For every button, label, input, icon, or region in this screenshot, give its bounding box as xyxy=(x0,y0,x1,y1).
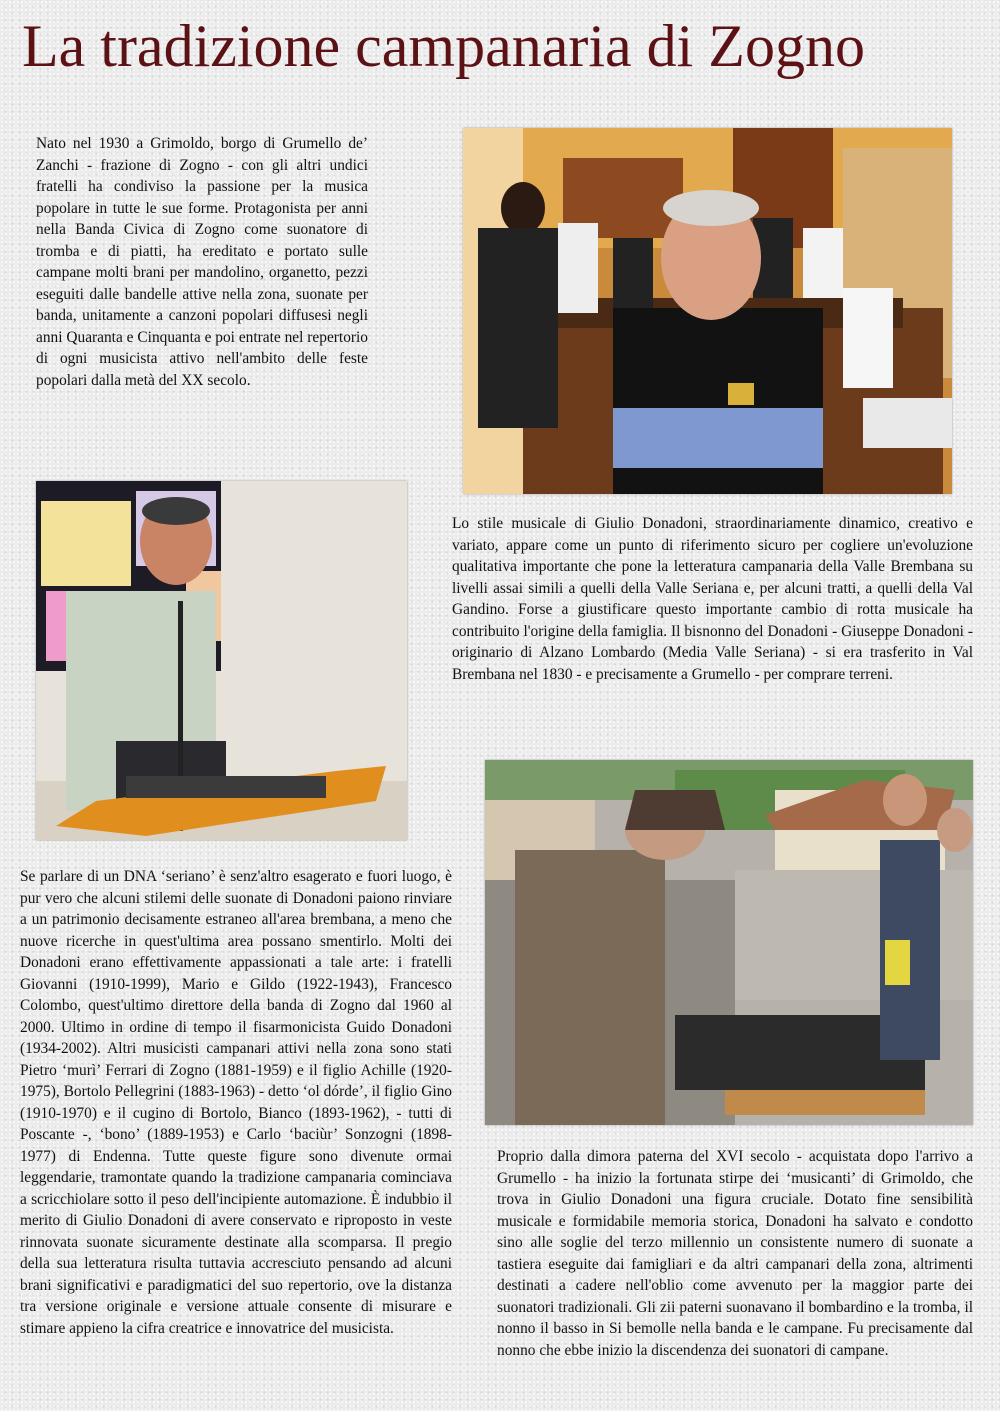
photo-concert-image xyxy=(463,128,952,494)
photo-xylophone-player xyxy=(36,481,407,840)
page-title: La tradizione campanaria di Zogno xyxy=(22,13,865,79)
photo-concert xyxy=(463,128,952,494)
paragraph-donadoni-family: Se parlare di un DNA ‘seriano’ è senz'altro esagerato e fuori luogo, è pur vero che alcuni stilemi delle suonate di Donadoni paiono rinviare a un patrimonio decisamente estraneo all'area brembana, a meno che nuove ricerche in quest'ultima area possano smentirlo. Molti dei Donadoni erano effettivamente appassionati a tale arte: i fratelli Giovanni (1910-1999), Mario e Gildo (1922-1943), Francesco Colombo, quest'ultimo direttore della banda di Zogno dal 1960 al 2000. Ultimo in ordine di tempo il fisarmonicista Guido Donadoni (1934-2002). Altri musicisti campanari attivi nella zona sono stati Pietro ‘murì’ Ferrari di Zogno (1881-1959) e il figlio Achille (1920-1975), Bortolo Pellegrini (1883-1963) - detto ‘ol dórde’, il figlio Gino (1910-1970) e il cugino di Bortolo, Bianco (1893-1962), - tutti di Poscante -, ‘bono’ (1889-1953) e Carlo ‘baciùr’ Sonzogni (1898-1977) di Endenna. Tutte queste figure sono divenute ormai leggendarie, tramontate quando la tradizione campanaria cominciava a scricchiolare sotto il peso dell'incipiente automazione. È indubbio il merito di Giulio Donadoni di avere conservato e riproposto in veste rinnovata suonate sicuramente destinate alla scomparsa. Il pregio della sua letteratura risulta tuttavia accresciuto pensando ad alcuni brani significativi e paradigmatici del suo repertorio, ove la distanza tra versione originale e versione attuale consente di misurare e stimare appieno la cifra creatrice e innovatrice del musicista. xyxy=(20,868,452,1337)
paragraph-paternal-home: Proprio dalla dimora paterna del XVI secolo - acquistata dopo l'arrivo a Grumello - ha inizio la fortunata stirpe dei ‘musicanti’ di Grimoldo, che trova in Giulio Donadoni una figura cruciale. Dotato fine sensibilità musicale e formidabile memoria storica, Donadoni ha salvato e condotto sino alle soglie del terzo millennio un consistente numero di suonate a tastiera eseguite dai famigliari e da altri campanari della zona, altrimenti destinati a cadere nell'oblio come avvenuto per la maggior parte dei suonatori tradizionali. Gli zii paterni suonavano il bombardino e la tromba, il nonno il basso in Si bemolle nella banda e le campane. Fu precisamente dal nonno che ebbe inizio la discendenza dei suonatori di campane. xyxy=(497,1148,973,1359)
photo-xylophone-player-image xyxy=(36,481,407,840)
paragraph-musical-style: Lo stile musicale di Giulio Donadoni, straordinariamente dinamico, creativo e variato, appare come un punto di riferimento sicuro per cogliere un'evoluzione qualitativa importante che pone la letteratura campanaria della Valle Brembana su livelli assai simili a quelli della Valle Seriana e, per alcuni tratti, a quelli della Val Gandino. Forse a giustificare questo importante cambio di rotta musicale ha contribuito l'origine della famiglia. Il bisnonno del Donadoni - Giuseppe Donadoni - originario di Alzano Lombardo (Media Valle Seriana) - si era trasferito in Val Brembana nel 1830 - e precisamente a Grumello - per comprare terreni. xyxy=(452,515,973,683)
paragraph-biography: Nato nel 1930 a Grimoldo, borgo di Grumello de’ Zanchi - frazione di Zogno - con gli altri undici fratelli ha condiviso la passione per la musica popolare in tutte le sue forme. Protagonista per anni nella Banda Civica di Zogno come suonatore di tromba e di piatti, ha ereditato e portato sulle campane molti brani per mandolino, organetto, pezzi eseguiti dalle bandelle attive nella zona, suonate per banda, unitamente a canzoni popolari diffusesi negli anni Quaranta e Cinquanta e poi entrate nel repertorio di ogni musicista attivo nell'ambito delle feste popolari dalla metà del XX secolo. xyxy=(36,135,368,389)
photo-outdoor-player-image xyxy=(485,760,973,1125)
photo-outdoor-player xyxy=(485,760,973,1125)
